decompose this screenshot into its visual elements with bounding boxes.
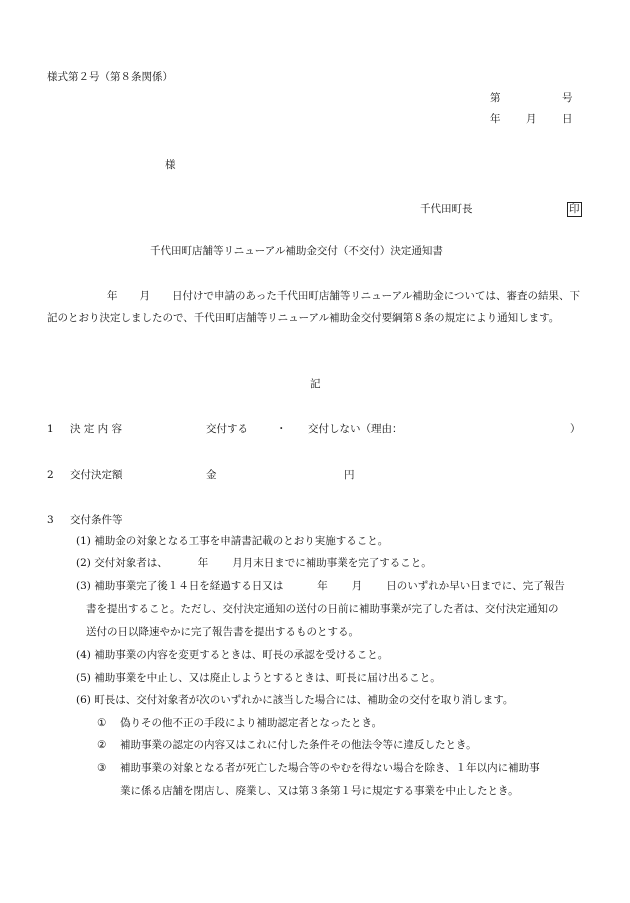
item-number: (5) [76,672,91,684]
condition-item-4 [76,649,388,662]
section1-number: 1 [47,423,54,435]
subitem-2-number: ② [97,739,107,751]
date-day: 日 [562,113,573,125]
option-deny: 交付しない（理由： [308,423,403,435]
option-separator: ・ [276,423,287,435]
reason-close-paren: ） [570,423,581,435]
intro-year: 年 [107,290,118,302]
condition-item-6 [76,694,513,707]
amount-yen: 円 [344,469,355,481]
number-prefix: 第 [490,92,501,104]
section3-number: 3 [47,514,54,526]
item-month: 月 [351,580,363,592]
item-number: (1) [76,535,91,547]
condition-item-3-line2: 書を提出すること。ただし、交付決定通知の送付の日前に補助事業が完了した者は、交付決定通知の [86,603,559,615]
amount-kin: 金 [206,469,217,481]
intro-text: 日付けで申請のあった千代田町店舗等リニューアル補助金については、審査の結果、下記のとおり決定しましたので、千代田町店舗等リニューアル補助金交付要綱第８条の規定により通知します。 [47,290,581,324]
section2-label: 交付決定額 [70,469,123,481]
option-grant: 交付する [206,423,248,435]
item-text: 町長は、交付対象者が次のいずれかに該当した場合には、補助金の交付を取り消します。 [94,694,514,706]
subitem-3-text-line1: 補助事業の対象となる者が死亡した場合等のやむを得ない場合を除き、１年以内に補助事 [120,762,540,774]
form-label: 様式第２号（第８条関係） [47,71,173,83]
date-month: 月 [526,113,537,125]
section2-number: 2 [47,469,54,481]
item-text: 補助事業を中止し、又は廃止しようとするときは、町長に届け出ること。 [94,672,441,684]
item-text: 補助事業の内容を変更するときは、町長の承認を受けること。 [94,649,389,661]
item-number: (2) [76,557,91,569]
item-month: 月 [232,557,243,569]
subitem-3-number: ③ [97,762,107,774]
item-text: 補助事業完了後１４日を経過する日又は [94,580,284,592]
section1-label: 決 定 内 容 [70,423,123,435]
condition-item-5 [76,672,441,685]
item-year: 年 [197,557,209,569]
item-text: 補助金の対象となる工事を申請書記載のとおり実施すること。 [94,535,389,547]
document-title: 千代田町店舗等リニューアル補助金交付（不交付）決定通知書 [150,245,443,257]
item-number: (4) [76,649,91,661]
section3-label: 交付条件等 [70,514,123,526]
condition-item-1 [76,535,388,548]
item-number: (3) [76,580,91,592]
seal-stamp: 印 [569,203,580,215]
number-suffix: 号 [562,92,573,104]
condition-item-3-line3: 送付の日以降速やかに完了報告書を提出するものとする。 [86,626,359,638]
subitem-1-number: ① [97,717,107,729]
item-text-cont: 日のいずれか早い日までに、完了報告 [386,580,565,592]
date-year: 年 [490,113,501,125]
condition-item-2 [76,557,432,570]
item-text: 交付対象者は、 [94,557,168,569]
subitem-2-text: 補助事業の認定の内容又はこれに付した条件その他法令等に違反したとき。 [120,739,477,751]
item-text-cont: 月末日までに補助事業を完了すること。 [242,557,432,569]
item-number: (6) [76,694,91,706]
addressee-honorific: 様 [165,159,176,171]
intro-month: 月 [139,290,150,302]
condition-item-3-line1 [76,580,565,593]
intro-paragraph [47,286,583,329]
issuer-name: 千代田町長 [420,203,473,215]
subitem-1-text: 偽りその他不正の手段により補助認定者となったとき。 [120,717,383,729]
item-year: 年 [317,580,328,592]
subitem-3-text-line2: 業に係る店舗を閉店し、廃業し、又は第３条第１号に規定する事業を中止したとき。 [120,785,519,797]
ki-heading: 記 [310,378,321,390]
